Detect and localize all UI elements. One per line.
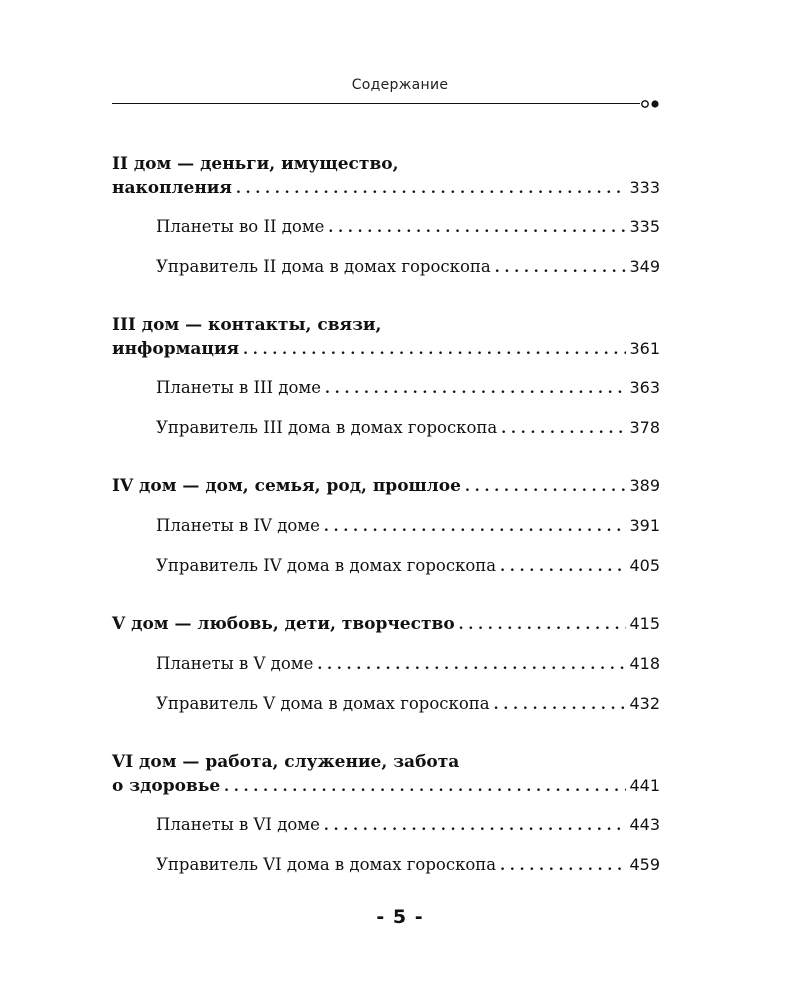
toc-sub-title: Планеты в V доме: [156, 654, 314, 673]
toc-chapter-iii[interactable]: [112, 313, 660, 362]
toc-chapter-title: накопления: [112, 178, 232, 198]
toc-chapter-ii[interactable]: [112, 152, 660, 201]
dot-leader: [236, 177, 627, 201]
table-of-contents: [112, 152, 660, 878]
dot-leader: [459, 613, 627, 637]
toc-sub-entry[interactable]: [112, 215, 660, 240]
toc-chapter-title: информация: [112, 339, 240, 359]
toc-page-number: 391: [629, 516, 660, 535]
toc-chapter-vi[interactable]: [112, 750, 660, 799]
toc-chapter-title: VI дом — работа, служение, забота: [112, 752, 460, 772]
toc-chapter-v[interactable]: [112, 612, 660, 637]
toc-sub-title: Управитель IV дома в домах гороскопа: [156, 556, 497, 575]
toc-sub-entry[interactable]: [112, 652, 660, 677]
toc-sub-entry[interactable]: [112, 853, 660, 878]
toc-sub-entry[interactable]: [112, 255, 660, 280]
toc-sub-title: Планеты в III доме: [156, 378, 321, 397]
toc-sub-title: Управитель III дома в домах гороскопа: [156, 418, 498, 437]
dot-leader: [328, 216, 626, 240]
toc-sub-entry[interactable]: [112, 376, 660, 401]
toc-chapter-title: V дом — любовь, дети, творчество: [112, 614, 455, 634]
toc-sub-entry[interactable]: [112, 813, 660, 838]
toc-page-number: 432: [629, 694, 660, 713]
dot-leader: [494, 693, 627, 717]
toc-chapter-iv[interactable]: [112, 474, 660, 499]
toc-sub-title: Планеты в IV доме: [156, 516, 320, 535]
toc-sub-title: Управитель V дома в домах гороскопа: [156, 694, 490, 713]
toc-sub-entry[interactable]: [112, 554, 660, 579]
running-head: Содержание: [351, 77, 449, 93]
header-rule: [112, 103, 640, 104]
toc-page-number: 418: [629, 654, 660, 673]
toc-page-number: 459: [629, 855, 660, 874]
toc-sub-title: Управитель II дома в домах гороскопа: [156, 257, 491, 276]
toc-sub-entry[interactable]: [112, 692, 660, 717]
toc-sub-title: Планеты во II доме: [156, 217, 325, 236]
toc-chapter-title: о здоровье: [112, 776, 221, 796]
dot-leader: [465, 475, 627, 499]
toc-chapter-title: III дом — контакты, связи,: [112, 315, 382, 335]
dot-leader: [501, 417, 626, 441]
toc-chapter-title: II дом — деньги, имущество,: [112, 154, 399, 174]
dot-leader: [317, 653, 626, 677]
dot-leader: [500, 555, 626, 579]
dot-leader: [243, 338, 626, 362]
toc-page-number: 405: [629, 556, 660, 575]
toc-page-number: 415: [629, 614, 660, 633]
toc-page-number: 349: [629, 257, 660, 276]
rule-end-ornament-icon: [640, 99, 664, 109]
toc-sub-entry[interactable]: [112, 514, 660, 539]
toc-chapter-title: IV дом — дом, семья, род, прошлое: [112, 476, 461, 496]
toc-sub-title: Управитель VI дома в домах гороскопа: [156, 855, 497, 874]
dot-leader: [324, 515, 627, 539]
toc-page-number: 361: [629, 339, 660, 358]
dot-leader: [325, 377, 626, 401]
page-number: - 5 -: [376, 906, 424, 928]
dot-leader: [224, 775, 626, 799]
dot-leader: [500, 854, 626, 878]
dot-leader: [324, 814, 627, 838]
toc-page-number: 333: [629, 178, 660, 197]
toc-page-number: 363: [629, 378, 660, 397]
toc-sub-entry[interactable]: [112, 416, 660, 441]
toc-page-number: 378: [629, 418, 660, 437]
toc-page-number: 389: [629, 476, 660, 495]
toc-page-number: 441: [629, 776, 660, 795]
toc-page-number: 443: [629, 815, 660, 834]
toc-page-number: 335: [629, 217, 660, 236]
toc-sub-title: Планеты в VI доме: [156, 815, 320, 834]
dot-leader: [495, 256, 627, 280]
